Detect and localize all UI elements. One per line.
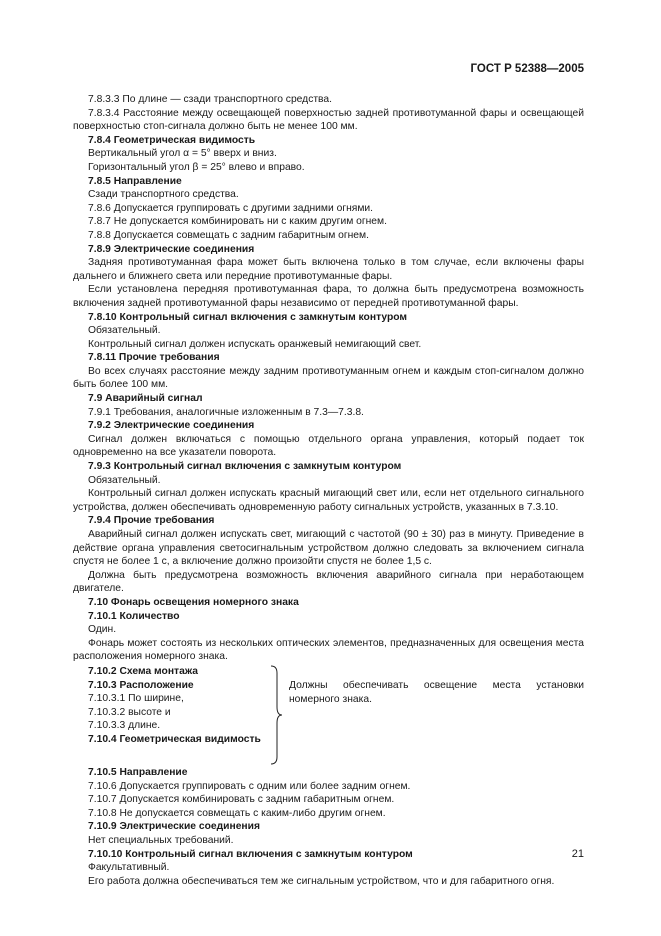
paragraph: Нет специальных требований. [88,834,234,846]
section-heading: 7.9 Аварийный сигнал [88,393,203,405]
paragraph: Обязательный. [88,474,161,486]
paragraph: Контрольный сигнал должен испускать красный мигающий свет или, если нет отдельного сигнального устройства, должен обеспечивать одновременную работу сигнальных устройств, указанных в 7.3.10. [73,488,584,513]
paragraph: 7.9.1 Требования, аналогичные изложенным в 7.3—7.3.8. [88,406,364,418]
paragraph: 7.10.6 Допускается группировать с одним или более задним огнем. [88,780,411,792]
section-heading: 7.9.3 Контрольный сигнал включения с замкнутым контуром [88,461,402,473]
list-item: 7.10.3.1 По ширине, [88,693,184,705]
section-heading: 7.10.1 Количество [88,610,180,622]
section-heading: 7.10.10 Контрольный сигнал включения с замкнутым контуром [88,848,413,860]
paragraph: 7.8.3.3 По длине — сзади транспортного средства. [88,94,332,105]
paragraph: Горизонтальный угол β = 25° влево и вправо. [88,161,305,173]
paragraph: 7.10.8 Не допускается совмещать с каким-либо другим огнем. [88,807,386,819]
section-text-bottom [73,766,584,888]
section-heading: 7.8.11 Прочие требования [88,352,220,364]
list-item: 7.10.3.2 высоте и [88,706,171,718]
paragraph: Если установлена передняя противотуманная фара, то должна быть предусмотрена возможность включения задней противотуманной фары независимо от передней противотуманной фары. [73,284,584,309]
paragraph: 7.8.8 Допускается совмещать с задним габаритным огнем. [88,229,369,241]
section-heading: 7.9.4 Прочие требования [88,515,215,527]
paragraph: Задняя противотуманная фара может быть включена только в том случае, если включены фары дальнего и ближнего света или передние противотуманные фары. [73,257,584,282]
section-heading: 7.10 Фонарь освещения номерного знака [88,596,299,608]
paragraph: 7.8.6 Допускается группировать с другими задними огнями. [88,202,374,214]
paragraph: Контрольный сигнал должен испускать оранжевый немигающий свет. [88,338,422,350]
paragraph: Должна быть предусмотрена возможность включения аварийного сигнала при неработающем двигателе. [73,569,584,595]
paragraph: Факультативный. [88,862,170,874]
list-item: 7.10.3.3 длине. [88,720,161,732]
section-heading: 7.9.2 Электрические соединения [88,420,255,432]
section-heading: 7.8.4 Геометрическая видимость [88,134,256,146]
page-number: 21 [571,848,584,860]
section-heading: 7.10.2 Схема монтажа [88,665,198,677]
paragraph: Аварийный сигнал должен испускать свет, мигающий с частотой (90 ± 30) раз в минуту. Приведение в действие органа управления светосигнальным устройством должно следовать за включением сигнала спустя не более 1 с, а включение должно произойти спустя не более 1,5 с. [73,529,584,568]
section-heading: 7.8.10 Контрольный сигнал включения с замкнутым контуром [88,311,408,323]
paragraph: Его работа должна обеспечиваться тем же сигнальным устройством, что и для габаритного огня. [88,875,555,887]
section-heading: 7.8.5 Направление [88,175,182,187]
paragraph: Обязательный. [88,325,161,337]
paragraph: Сзади транспортного средства. [88,189,239,201]
curly-brace-icon [269,665,283,765]
bracket-note: Должны обеспечивать освещение места установки номерного знака. [289,679,584,705]
section-heading: 7.10.4 Геометрическая видимость [88,733,261,745]
paragraph: Сигнал должен включаться с помощью отдельного органа управления, который подает ток одновременно на все указатели поворота. [73,433,584,459]
paragraph: Вертикальный угол α = 5° вверх и вниз. [88,148,277,160]
section-heading: 7.8.9 Электрические соединения [88,243,255,255]
paragraph: 7.10.7 Допускается комбинировать с задним габаритным огнем. [88,794,395,806]
page-body [73,93,584,888]
paragraph: 7.8.7 Не допускается комбинировать ни с каким другим огнем. [88,216,387,228]
paragraph: Во всех случаях расстояние между задним противотуманным огнем и каждым стоп-сигналом должно быть более 100 мм. [73,365,584,391]
section-heading: 7.10.9 Электрические соединения [88,821,260,833]
document-id: ГОСТ Р 52388—2005 [470,63,584,75]
paragraph: Фонарь может состоять из нескольких оптических элементов, предназначенных для освещения места расположения номерного знака. [73,637,584,663]
section-heading: 7.10.3 Расположение [88,679,194,691]
bracket-group [73,665,584,765]
paragraph: 7.8.3.4 Расстояние между освещающей поверхностью задней противотуманной фары и освещающей поверхностью стоп-сигнала должно быть не менее 100 мм. [73,107,584,133]
section-text-top [73,93,584,664]
paragraph: Один. [88,624,117,636]
bracket-items [73,665,268,765]
section-heading: 7.10.5 Направление [88,766,188,778]
